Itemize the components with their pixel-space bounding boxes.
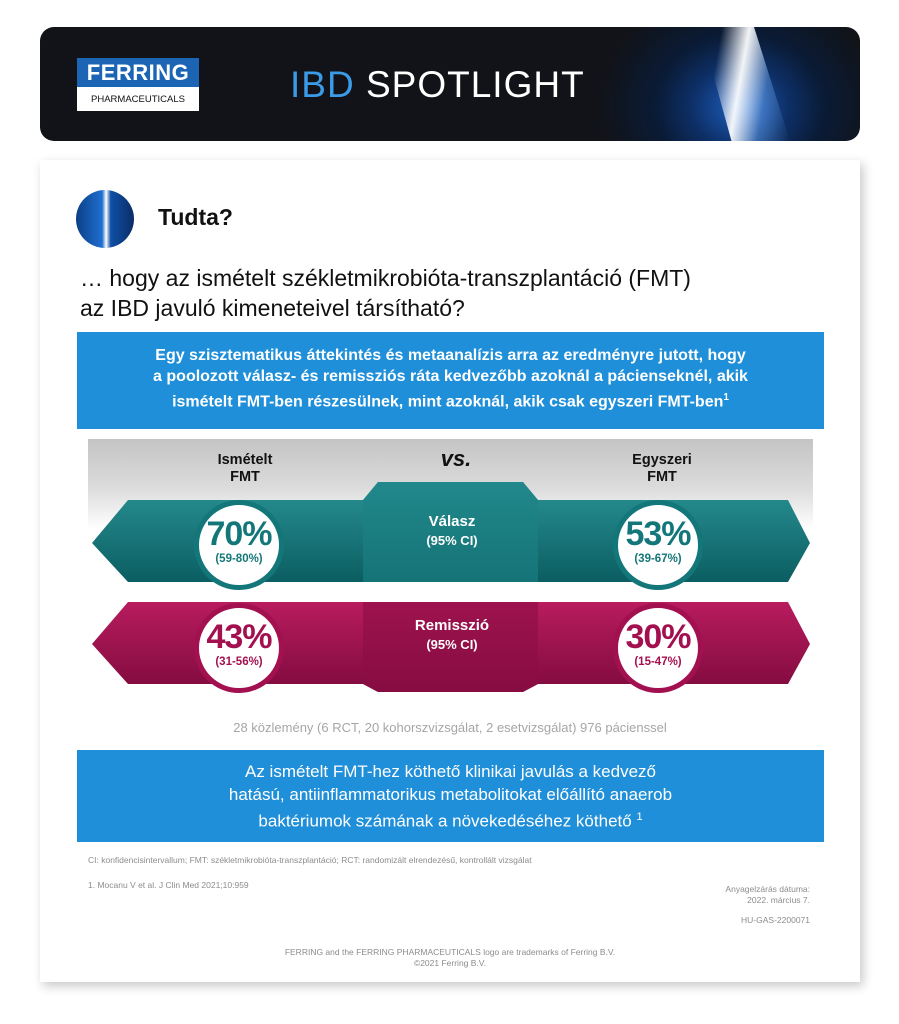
page-title <box>290 62 585 108</box>
trademark-notice <box>40 947 860 969</box>
logo-wordmark: FERRING <box>77 58 199 87</box>
preparation-date-value: 2022. március 7. <box>747 895 810 905</box>
response-repeated-value: 70% <box>206 515 272 553</box>
question-line-2: az IBD javuló kimeneteivel társítható? <box>80 295 465 321</box>
section-heading: Tudta? <box>158 204 233 230</box>
title-spotlight: SPOTLIGHT <box>365 64 585 105</box>
header-banner <box>40 27 860 141</box>
response-ci-label: (95% CI) <box>426 533 478 548</box>
repeated-fmt-header-line-1: Ismételt <box>217 452 273 468</box>
response-single-value: 53% <box>625 515 691 553</box>
light-beam-decoration <box>700 27 790 141</box>
remission-repeated-ci: (31-56%) <box>215 656 263 668</box>
content-card <box>40 160 860 982</box>
remission-repeated-value: 43% <box>206 618 272 656</box>
remission-title: Remisszió <box>414 617 490 634</box>
summary-line-3 <box>77 387 824 412</box>
summary-box <box>77 332 824 429</box>
response-single-ci: (39-67%) <box>634 553 682 565</box>
conclusion-line-3 <box>77 806 824 833</box>
logo-subtitle: PHARMACEUTICALS <box>91 94 185 105</box>
summary-line-1: Egy szisztematikus áttekintés és metaanalízis arra az eredményre jutott, hogy <box>155 347 746 364</box>
question-line-1: … hogy az ismételt székletmikrobióta-transzplantáció (FMT) <box>80 265 691 291</box>
abbreviations-footnote: CI: konfidencisintervallum; FMT: székletmikrobióta-transzplantáció; RCT: randomizált elrendezésű, kontrollált vizsgálat <box>88 855 532 865</box>
question-text <box>80 263 780 323</box>
trademark-line-2: ©2021 Ferring B.V. <box>413 958 487 968</box>
conclusion-line-3-text: baktériumok számának a növekedéséhez köthető <box>258 811 632 831</box>
conclusion-line-2: hatású, antiinflammatorikus metabolitokat előállító anaerob <box>228 785 673 804</box>
response-title: Válasz <box>428 513 476 530</box>
remission-label <box>392 616 512 654</box>
vs-label: vs. <box>440 446 472 471</box>
conclusion-ref: 1 <box>636 811 643 823</box>
publications-note: 28 közlemény (6 RCT, 20 kohorszvizsgálat, 2 esetvizsgálat) 976 pácienssel <box>233 720 667 735</box>
title-ibd: IBD <box>290 64 355 105</box>
repeated-fmt-header-line-2: FMT <box>230 469 260 485</box>
preparation-date <box>640 884 810 906</box>
response-repeated-circle <box>194 500 284 590</box>
conclusion-box <box>77 750 824 842</box>
conclusion-line-1: Az ismételt FMT-hez köthető klinikai javulás a kedvező <box>244 762 656 781</box>
response-single-circle <box>613 500 703 590</box>
ferring-logo <box>77 58 199 111</box>
trademark-line-1: FERRING and the FERRING PHARMACEUTICALS logo are trademarks of Ferring B.V. <box>284 947 616 957</box>
remission-single-ci: (15-47%) <box>634 656 682 668</box>
spotlight-circle-icon <box>76 190 134 248</box>
document-code: HU-GAS-2200071 <box>741 915 810 925</box>
single-fmt-header-line-1: Egyszeri <box>632 452 692 468</box>
remission-ci-label: (95% CI) <box>426 637 478 652</box>
preparation-date-label: Anyagelzárás dátuma: <box>725 884 810 894</box>
remission-single-value: 30% <box>625 618 691 656</box>
response-repeated-ci: (59-80%) <box>215 553 263 565</box>
response-label <box>392 512 512 550</box>
remission-single-circle <box>613 603 703 693</box>
summary-line-3-text: ismételt FMT-ben részesülnek, mint azoknál, akik csak egyszeri FMT-ben <box>172 393 724 411</box>
remission-repeated-circle <box>194 603 284 693</box>
summary-ref: 1 <box>723 392 729 403</box>
reference-footnote: 1. Mocanu V et al. J Clin Med 2021;10:959 <box>88 880 249 890</box>
single-fmt-header-line-2: FMT <box>647 469 677 485</box>
summary-line-2: a poolozott válasz- és remissziós ráta kedvezőbb azoknál a pácienseknél, akik <box>153 368 748 385</box>
